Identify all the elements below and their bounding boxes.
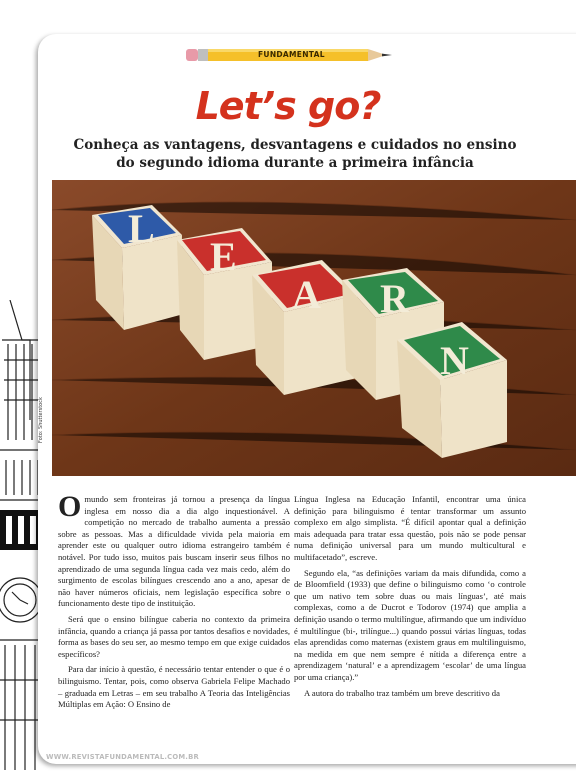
paragraph: Para dar início à questão, é necessário tentar entender o que é o bilinguismo. Tentar, pois, como observa Gabriela Felipe Machado – graduada em Letras – em seu trabalho A Teoria das Inteligências Múltiplas em Ação: O Ensino de [58, 664, 290, 710]
block-letter: L [128, 206, 155, 251]
paragraph [58, 490, 290, 610]
paragraph: Língua Inglesa na Educação Infantil, encontrar uma única definição para bilinguismo é tentar transformar um assunto complexo em algo simplista. “É difícil apontar qual a definição mais adequada para tratar essa questão, pois não se pode pensar numa definição universal para um mundo multicultural e multifacetado”, escreve. [294, 494, 526, 562]
paragraph: Segundo ela, “as definições variam da mais difundida, como a de Bloomfield (1933) que define o bilinguismo como ‘o controle que um nativo tem sobre duas ou mais línguas’, até mais complexas, como a de Ducrot e Todorov (1974) que amplia a definição usando o termo multilíngue, afirmando que um indivíduo é multilíngue (bi-, trilíngue...) quando possui várias línguas, todas elas aprendidas como maternas (existem graus em multilinguismo, na medida em que nem sempre é nítida a diferença entre a aprendizagem ‘natural’ e a aprendizagem ‘escolar’ de uma língua por uma criança).” [294, 567, 526, 682]
paragraph: Será que o ensino bilíngue caberia no contexto da primeira infância, quando a criança já passa por tantos desafios e novidades, forma as bases do seu ser, ao mesmo tempo em que exige cuidados específicos? [58, 613, 290, 659]
learn-blocks-photo [52, 180, 576, 476]
block-a [252, 260, 357, 395]
article-title: Let’s go? [195, 84, 381, 128]
paragraph: A autora do trabalho traz também um breve descritivo da [304, 687, 500, 698]
article-column-1 [58, 490, 290, 715]
block-letter: E [210, 234, 237, 279]
drop-cap: O [58, 490, 82, 523]
section-label: FUNDAMENTAL [258, 50, 325, 59]
block-letter: A [292, 272, 321, 317]
paragraph-text: mundo sem fronteiras já tornou a presença da língua inglesa em nosso dia a dia algo inquestionável. A competição no mercado de trabalho aumenta a pressão sobre as pessoas. Mas a dificuldade vivida pela maioria em aprender este ou qualquer outro idioma estrangeiro também é notável. Por tudo isso, muitos pais buscam inserir seus filhos no aprendizado de uma segunda língua cada vez mais cedo, além do surgimento de escolas bilíngues crescendo ano a ano, apesar de não haver números oficiais, nem legislação específica sobre o funcionamento deste tipo de instituição. [58, 494, 290, 609]
block-letter: R [380, 276, 409, 321]
article-subtitle: Conheça as vantagens, desvantagens e cuidados no ensino do segundo idioma durante a primeira infância [73, 137, 517, 171]
block-letter: N [440, 338, 469, 383]
website-footer: WWW.REVISTAFUNDAMENTAL.COM.BR [46, 753, 199, 761]
article-column-2 [294, 494, 526, 703]
photo-credit: Foto: Shutterstock [38, 397, 44, 443]
